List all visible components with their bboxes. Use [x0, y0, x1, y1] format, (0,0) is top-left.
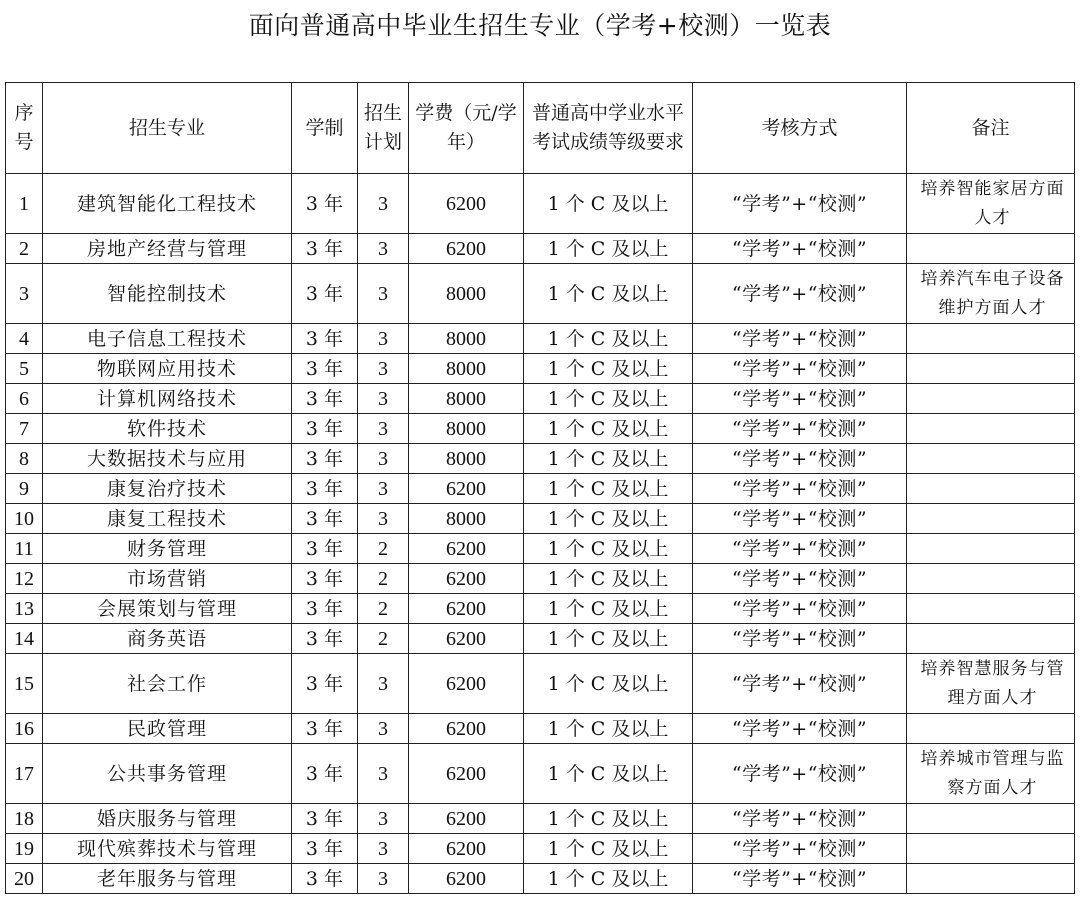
cell-major: 电子信息工程技术 [43, 324, 292, 354]
cell-duration: 3 年 [292, 594, 358, 624]
cell-major: 软件技术 [43, 414, 292, 444]
cell-fee: 6200 [409, 654, 524, 714]
cell-plan: 3 [358, 804, 409, 834]
cell-grade-requirement: 1 个 C 及以上 [524, 834, 693, 864]
cell-seq: 8 [6, 444, 43, 474]
cell-seq: 14 [6, 624, 43, 654]
table-row [6, 354, 1075, 384]
cell-plan: 2 [358, 594, 409, 624]
cell-major: 公共事务管理 [43, 744, 292, 804]
cell-note [907, 834, 1075, 864]
cell-seq: 18 [6, 804, 43, 834]
cell-duration: 3 年 [292, 354, 358, 384]
cell-fee: 6200 [409, 564, 524, 594]
table-row [6, 864, 1075, 894]
cell-assessment: “学考”+“校测” [693, 384, 907, 414]
cell-plan: 2 [358, 624, 409, 654]
cell-assessment: “学考”+“校测” [693, 474, 907, 504]
cell-major: 康复治疗技术 [43, 474, 292, 504]
cell-duration: 3 年 [292, 414, 358, 444]
cell-grade-requirement: 1 个 C 及以上 [524, 264, 693, 324]
cell-duration: 3 年 [292, 324, 358, 354]
header-duration: 学制 [292, 83, 358, 174]
table-row [6, 474, 1075, 504]
cell-fee: 8000 [409, 504, 524, 534]
header-assessment: 考核方式 [693, 83, 907, 174]
table-row [6, 174, 1075, 234]
cell-seq: 12 [6, 564, 43, 594]
cell-plan: 3 [358, 324, 409, 354]
cell-major: 现代殡葬技术与管理 [43, 834, 292, 864]
cell-duration: 3 年 [292, 534, 358, 564]
cell-fee: 6200 [409, 744, 524, 804]
cell-major: 房地产经营与管理 [43, 234, 292, 264]
cell-major: 婚庆服务与管理 [43, 804, 292, 834]
cell-assessment: “学考”+“校测” [693, 744, 907, 804]
cell-major: 商务英语 [43, 624, 292, 654]
table-row [6, 564, 1075, 594]
cell-note [907, 564, 1075, 594]
table-row [6, 444, 1075, 474]
cell-fee: 6200 [409, 234, 524, 264]
cell-plan: 3 [358, 864, 409, 894]
cell-plan: 3 [358, 744, 409, 804]
cell-assessment: “学考”+“校测” [693, 624, 907, 654]
cell-fee: 8000 [409, 384, 524, 414]
cell-major: 物联网应用技术 [43, 354, 292, 384]
cell-fee: 6200 [409, 534, 524, 564]
cell-assessment: “学考”+“校测” [693, 264, 907, 324]
cell-seq: 15 [6, 654, 43, 714]
cell-seq: 10 [6, 504, 43, 534]
header-grade-requirement: 普通高中学业水平考试成绩等级要求 [524, 83, 693, 174]
cell-plan: 3 [358, 414, 409, 444]
cell-note [907, 864, 1075, 894]
cell-fee: 6200 [409, 624, 524, 654]
table-row [6, 654, 1075, 714]
cell-plan: 2 [358, 564, 409, 594]
cell-seq: 13 [6, 594, 43, 624]
table-row [6, 504, 1075, 534]
cell-major: 社会工作 [43, 654, 292, 714]
table-row [6, 534, 1075, 564]
header-fee: 学费（元/学年） [409, 83, 524, 174]
cell-grade-requirement: 1 个 C 及以上 [524, 504, 693, 534]
cell-duration: 3 年 [292, 864, 358, 894]
cell-note [907, 384, 1075, 414]
cell-grade-requirement: 1 个 C 及以上 [524, 744, 693, 804]
cell-fee: 8000 [409, 324, 524, 354]
cell-assessment: “学考”+“校测” [693, 354, 907, 384]
cell-grade-requirement: 1 个 C 及以上 [524, 624, 693, 654]
table-row [6, 324, 1075, 354]
cell-note [907, 324, 1075, 354]
cell-note [907, 534, 1075, 564]
cell-note: 培养汽车电子设备维护方面人才 [907, 264, 1075, 324]
cell-seq: 16 [6, 714, 43, 744]
cell-duration: 3 年 [292, 384, 358, 414]
table-row [6, 414, 1075, 444]
cell-grade-requirement: 1 个 C 及以上 [524, 534, 693, 564]
cell-major: 民政管理 [43, 714, 292, 744]
cell-duration: 3 年 [292, 444, 358, 474]
cell-note: 培养城市管理与监察方面人才 [907, 744, 1075, 804]
cell-seq: 11 [6, 534, 43, 564]
cell-seq: 6 [6, 384, 43, 414]
cell-grade-requirement: 1 个 C 及以上 [524, 174, 693, 234]
cell-plan: 2 [358, 534, 409, 564]
cell-note [907, 474, 1075, 504]
cell-note [907, 414, 1075, 444]
cell-major: 会展策划与管理 [43, 594, 292, 624]
cell-duration: 3 年 [292, 624, 358, 654]
cell-major: 财务管理 [43, 534, 292, 564]
cell-fee: 8000 [409, 414, 524, 444]
cell-note: 培养智慧服务与管理方面人才 [907, 654, 1075, 714]
cell-grade-requirement: 1 个 C 及以上 [524, 234, 693, 264]
cell-grade-requirement: 1 个 C 及以上 [524, 714, 693, 744]
cell-seq: 1 [6, 174, 43, 234]
header-major: 招生专业 [43, 83, 292, 174]
cell-seq: 5 [6, 354, 43, 384]
cell-plan: 3 [358, 264, 409, 324]
cell-fee: 8000 [409, 444, 524, 474]
cell-duration: 3 年 [292, 234, 358, 264]
cell-grade-requirement: 1 个 C 及以上 [524, 324, 693, 354]
cell-duration: 3 年 [292, 714, 358, 744]
cell-fee: 6200 [409, 474, 524, 504]
cell-assessment: “学考”+“校测” [693, 414, 907, 444]
header-plan: 招生计划 [358, 83, 409, 174]
cell-assessment: “学考”+“校测” [693, 864, 907, 894]
cell-note [907, 594, 1075, 624]
cell-assessment: “学考”+“校测” [693, 834, 907, 864]
cell-note [907, 804, 1075, 834]
cell-fee: 6200 [409, 714, 524, 744]
cell-plan: 3 [358, 504, 409, 534]
cell-grade-requirement: 1 个 C 及以上 [524, 594, 693, 624]
cell-fee: 6200 [409, 804, 524, 834]
cell-grade-requirement: 1 个 C 及以上 [524, 864, 693, 894]
cell-grade-requirement: 1 个 C 及以上 [524, 564, 693, 594]
cell-grade-requirement: 1 个 C 及以上 [524, 414, 693, 444]
cell-major: 市场营销 [43, 564, 292, 594]
cell-note: 培养智能家居方面人才 [907, 174, 1075, 234]
cell-grade-requirement: 1 个 C 及以上 [524, 384, 693, 414]
cell-plan: 3 [358, 174, 409, 234]
cell-duration: 3 年 [292, 504, 358, 534]
document-title: 面向普通高中毕业生招生专业（学考+校测）一览表 [248, 11, 832, 40]
cell-duration: 3 年 [292, 174, 358, 234]
cell-seq: 3 [6, 264, 43, 324]
cell-assessment: “学考”+“校测” [693, 324, 907, 354]
cell-fee: 6200 [409, 864, 524, 894]
cell-duration: 3 年 [292, 564, 358, 594]
table-row [6, 834, 1075, 864]
cell-major: 建筑智能化工程技术 [43, 174, 292, 234]
cell-duration: 3 年 [292, 474, 358, 504]
cell-assessment: “学考”+“校测” [693, 804, 907, 834]
cell-note [907, 624, 1075, 654]
table-row [6, 594, 1075, 624]
cell-assessment: “学考”+“校测” [693, 534, 907, 564]
cell-plan: 3 [358, 384, 409, 414]
cell-plan: 3 [358, 234, 409, 264]
table-row [6, 624, 1075, 654]
cell-fee: 6200 [409, 834, 524, 864]
cell-plan: 3 [358, 354, 409, 384]
cell-fee: 6200 [409, 594, 524, 624]
cell-fee: 8000 [409, 354, 524, 384]
cell-grade-requirement: 1 个 C 及以上 [524, 444, 693, 474]
cell-assessment: “学考”+“校测” [693, 234, 907, 264]
enrollment-table [5, 82, 1075, 894]
cell-duration: 3 年 [292, 744, 358, 804]
cell-plan: 3 [358, 714, 409, 744]
cell-assessment: “学考”+“校测” [693, 714, 907, 744]
cell-grade-requirement: 1 个 C 及以上 [524, 354, 693, 384]
cell-note [907, 234, 1075, 264]
cell-seq: 17 [6, 744, 43, 804]
cell-note [907, 714, 1075, 744]
cell-duration: 3 年 [292, 834, 358, 864]
header-row [6, 83, 1075, 174]
cell-grade-requirement: 1 个 C 及以上 [524, 654, 693, 714]
cell-grade-requirement: 1 个 C 及以上 [524, 474, 693, 504]
cell-note [907, 354, 1075, 384]
cell-plan: 3 [358, 654, 409, 714]
cell-seq: 7 [6, 414, 43, 444]
cell-seq: 2 [6, 234, 43, 264]
cell-plan: 3 [358, 474, 409, 504]
table-row [6, 744, 1075, 804]
cell-duration: 3 年 [292, 654, 358, 714]
table-row [6, 264, 1075, 324]
table-row [6, 804, 1075, 834]
cell-duration: 3 年 [292, 804, 358, 834]
cell-major: 大数据技术与应用 [43, 444, 292, 474]
table-row [6, 714, 1075, 744]
cell-duration: 3 年 [292, 264, 358, 324]
cell-major: 康复工程技术 [43, 504, 292, 534]
cell-fee: 8000 [409, 264, 524, 324]
cell-major: 老年服务与管理 [43, 864, 292, 894]
cell-seq: 20 [6, 864, 43, 894]
header-seq: 序号 [6, 83, 43, 174]
cell-plan: 3 [358, 444, 409, 474]
cell-assessment: “学考”+“校测” [693, 174, 907, 234]
cell-grade-requirement: 1 个 C 及以上 [524, 804, 693, 834]
cell-fee: 6200 [409, 174, 524, 234]
header-note: 备注 [907, 83, 1075, 174]
cell-major: 计算机网络技术 [43, 384, 292, 414]
cell-seq: 9 [6, 474, 43, 504]
cell-assessment: “学考”+“校测” [693, 654, 907, 714]
cell-assessment: “学考”+“校测” [693, 504, 907, 534]
cell-note [907, 444, 1075, 474]
cell-seq: 19 [6, 834, 43, 864]
cell-major: 智能控制技术 [43, 264, 292, 324]
table-row [6, 234, 1075, 264]
cell-assessment: “学考”+“校测” [693, 444, 907, 474]
cell-assessment: “学考”+“校测” [693, 594, 907, 624]
cell-seq: 4 [6, 324, 43, 354]
cell-plan: 3 [358, 834, 409, 864]
cell-note [907, 504, 1075, 534]
table-body [6, 174, 1075, 894]
table-row [6, 384, 1075, 414]
cell-assessment: “学考”+“校测” [693, 564, 907, 594]
